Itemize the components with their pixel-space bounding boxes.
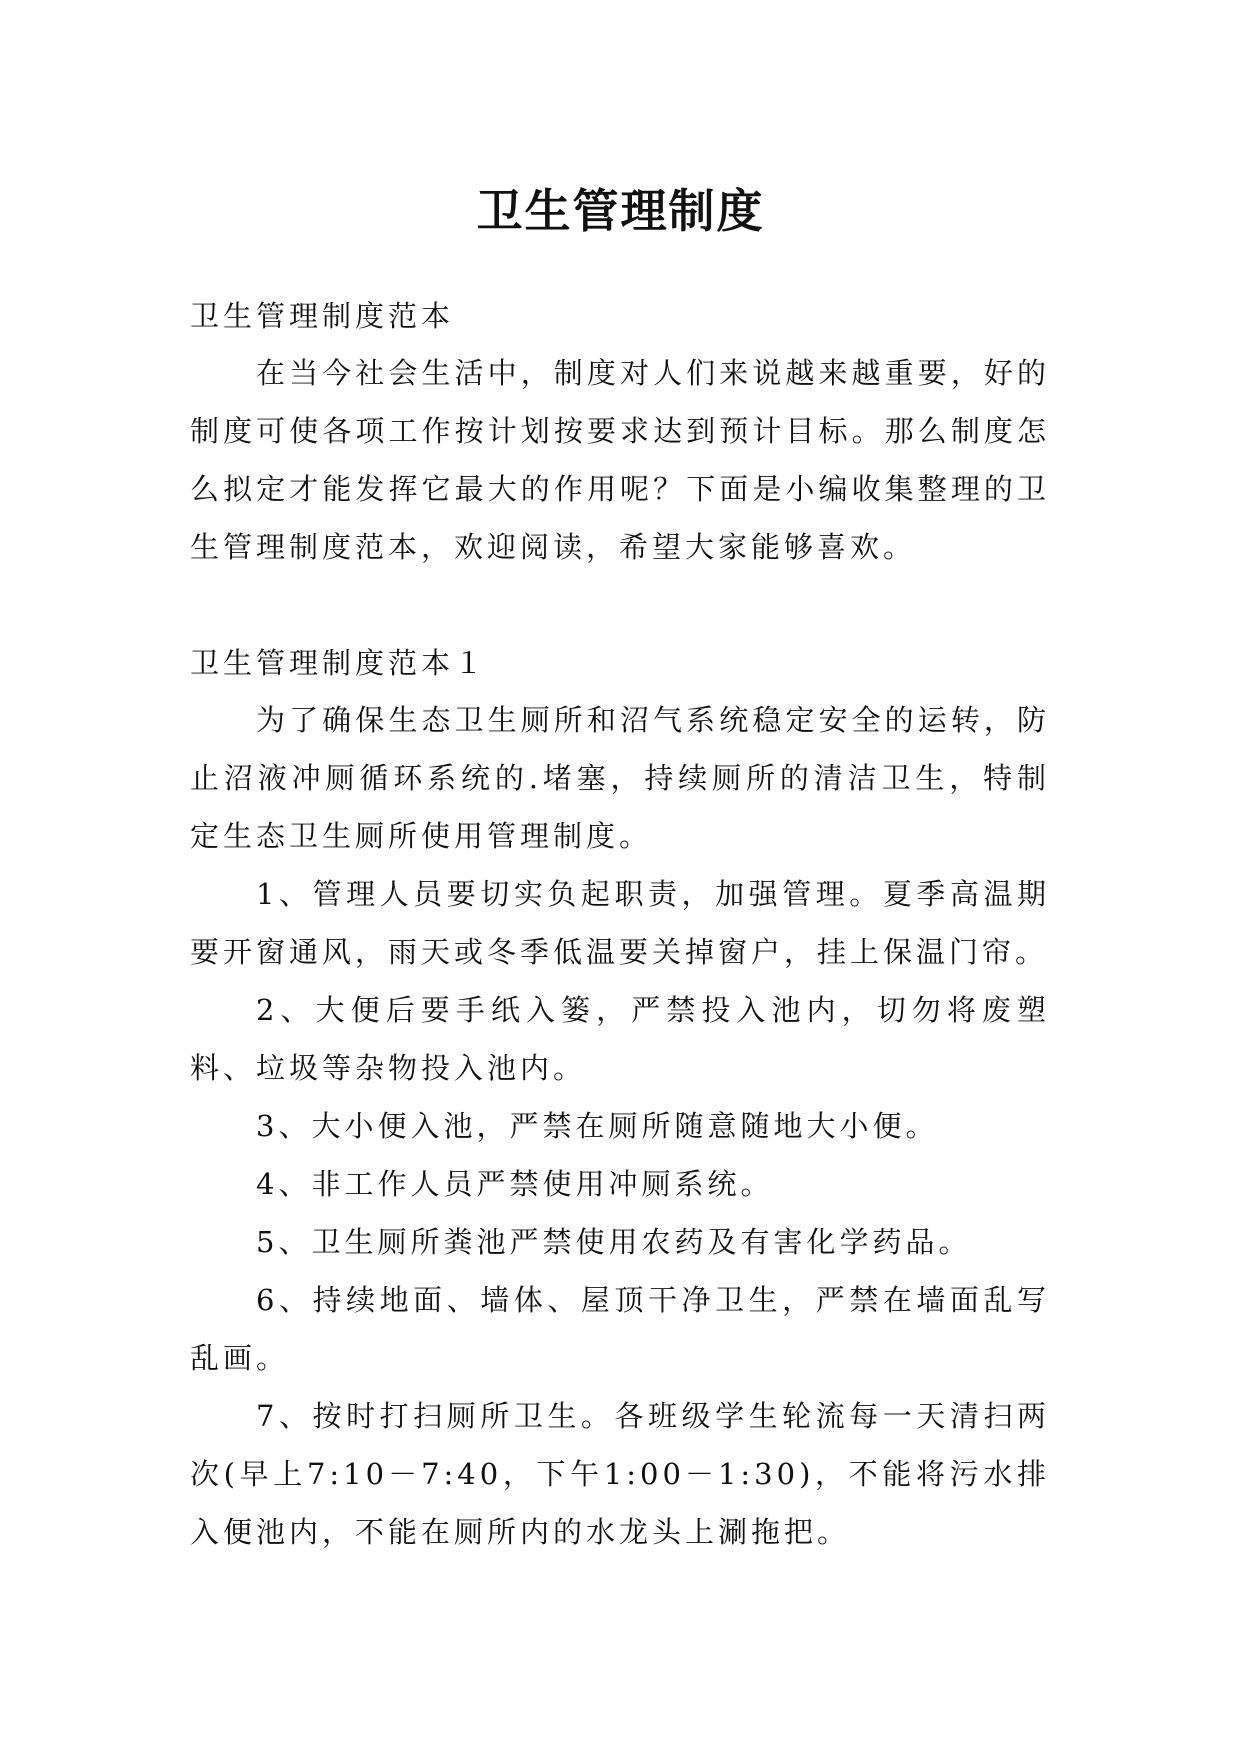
document-title: 卫生管理制度 (476, 183, 765, 238)
intro-paragraph: 在当今社会生活中，制度对人们来说越来越重要，好的制度可使各项工作按计划按要求达到预计目标。那么制度怎么拟定才能发挥它最大的作用呢？下面是小编收集整理的卫生管理制度范本，欢迎阅读，希望大家能够喜欢。 (190, 356, 1050, 564)
rule-item-2: 2、大便后要手纸入篓，严禁投入池内，切勿将废塑料、垃圾等杂物投入池内。 (190, 993, 1050, 1085)
section-1-paragraph: 为了确保生态卫生厕所和沼气系统稳定安全的运转，防止沼液冲厕循环系统的.堵塞，持续厕所的清洁卫生，特制定生态卫生厕所使用管理制度。 (190, 703, 1050, 853)
intro-heading: 卫生管理制度范本 (190, 299, 455, 333)
section-1-heading: 卫生管理制度范本１ (190, 646, 488, 680)
rule-item-6: 6、持续地面、墙体、屋顶干净卫生，严禁在墙面乱写乱画。 (190, 1283, 1050, 1375)
rule-item-1: 1、管理人员要切实负起职责，加强管理。夏季高温期要开窗通风，雨天或冬季低温要关掉窗户，挂上保温门帘。 (190, 877, 1050, 969)
rule-item-7: 7、按时打扫厕所卫生。各班级学生轮流每一天清扫两次(早上7:10－7:40，下午1:00－1:30)，不能将污水排入便池内，不能在厕所内的水龙头上涮拖把。 (190, 1399, 1050, 1549)
rule-item-3: 3、大小便入池，严禁在厕所随意随地大小便。 (256, 1109, 939, 1143)
rule-item-5: 5、卫生厕所粪池严禁使用农药及有害化学药品。 (256, 1225, 972, 1259)
rule-item-4: 4、非工作人员严禁使用冲厕系统。 (256, 1167, 774, 1201)
